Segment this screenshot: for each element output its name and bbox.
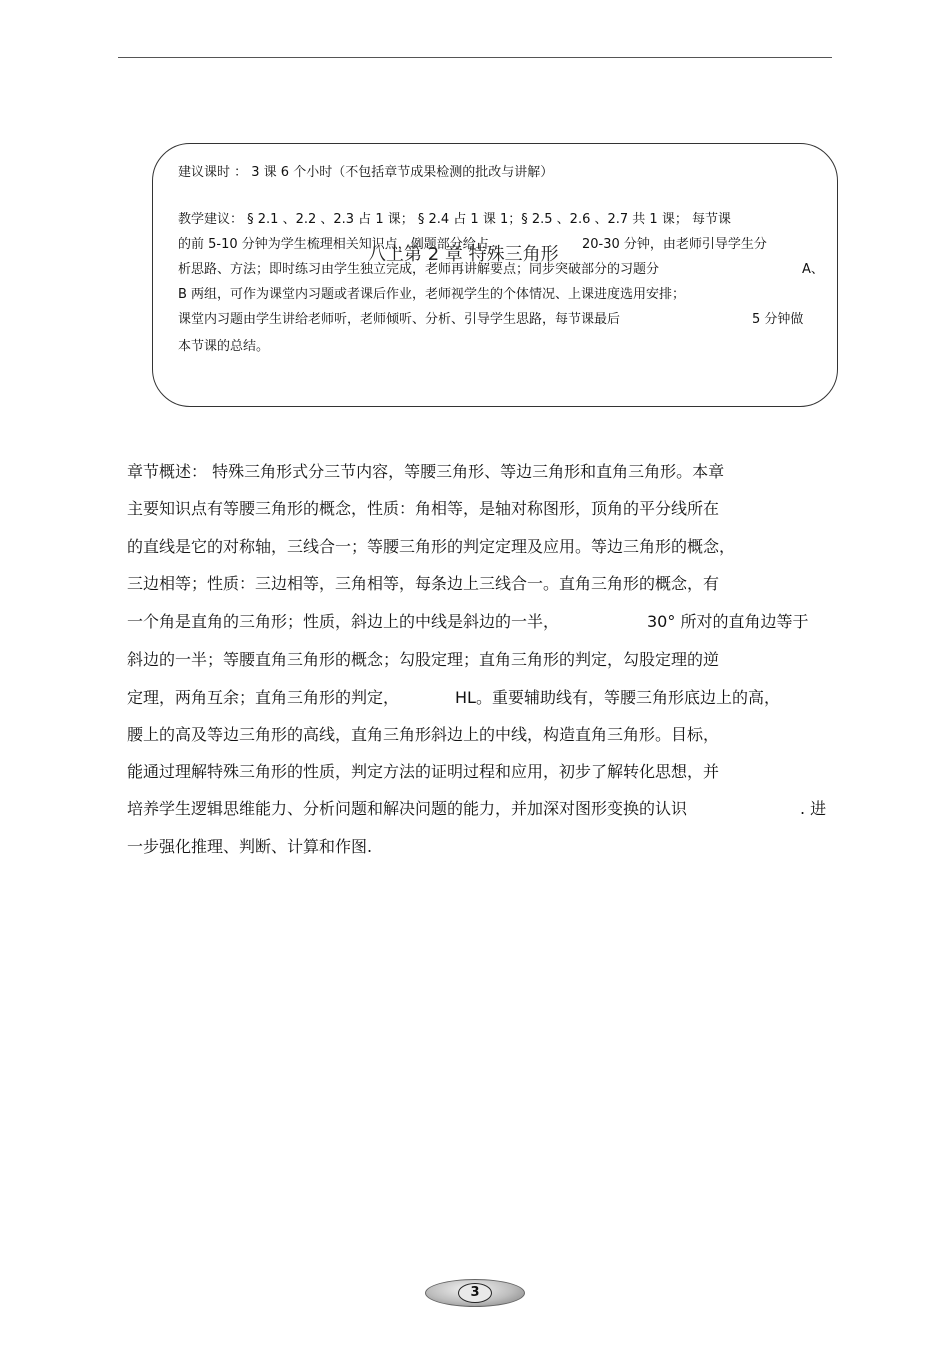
- overview-line: 能通过理解特殊三角形的性质，判定方法的证明过程和应用，初步了解转化思想，并: [127, 762, 720, 781]
- advice-line: 析思路、方法；即时练习由学生独立完成，老师再讲解要点；同步突破部分的习题分: [178, 262, 660, 277]
- overview-line: 一个角是直角的三角形；性质，斜边上的中线是斜边的一半，: [127, 612, 560, 631]
- overview-line-tail: . 进: [800, 799, 827, 818]
- overview-line: 腰上的高及等边三角形的高线，直角三角形斜边上的中线，构造直角三角形。目标，: [127, 725, 720, 744]
- advice-line: 教学建议： § 2.1 、2.2 、2.3 占 1 课； § 2.4 占 1 课 1；§ 2.5 、2.6 、2.7 共 1 课； 每节课: [178, 212, 731, 227]
- advice-line-tail: A、: [802, 262, 824, 277]
- advice-line: B 两组，可作为课堂内习题或者课后作业，老师视学生的个体情况、上课进度选用安排；: [178, 287, 686, 302]
- chapter-title: 八上第 2 章 特殊三角形: [368, 244, 559, 265]
- page-number: 3: [458, 1283, 492, 1303]
- header-rule: [118, 57, 832, 58]
- overview-line: 三边相等；性质：三边相等，三角相等，每条边上三线合一。直角三角形的概念，有: [127, 574, 720, 593]
- advice-line-tail: 5 分钟做: [752, 312, 804, 327]
- advice-line: 的前 5-10 分钟为学生梳理相关知识点，例题部分给占: [178, 237, 489, 252]
- overview-line: 的直线是它的对称轴，三线合一；等腰三角形的判定定理及应用。等边三角形的概念，: [127, 537, 736, 556]
- advice-line-tail: 20-30 分钟，由老师引导学生分: [582, 237, 767, 252]
- overview-line: 定理，两角互余；直角三角形的判定，: [127, 688, 400, 707]
- overview-line: 斜边的一半；等腰直角三角形的概念；勾股定理；直角三角形的判定，勾股定理的逆: [127, 650, 720, 669]
- page-number-badge: [425, 1279, 525, 1307]
- advice-line: 本节课的总结。: [178, 339, 270, 354]
- overview-line-tail: HL。重要辅助线有，等腰三角形底边上的高，: [455, 688, 780, 707]
- advice-line: 课堂内习题由学生讲给老师听，老师倾听、分析、引导学生思路，每节课最后: [178, 312, 621, 327]
- overview-line: 主要知识点有等腰三角形的概念，性质：角相等，是轴对称图形，顶角的平分线所在: [127, 499, 720, 518]
- overview-line: 一步强化推理、判断、计算和作图.: [127, 837, 373, 856]
- overview-line: 章节概述： 特殊三角形式分三节内容，等腰三角形、等边三角形和直角三角形。本章: [127, 462, 725, 481]
- overview-line: 培养学生逻辑思维能力、分析问题和解决问题的能力，并加深对图形变换的认识: [127, 799, 688, 818]
- suggested-hours: 建议课时 ： 3 课 6 个小时（不包括章节成果检测的批改与讲解）: [178, 165, 554, 180]
- overview-line-tail: 30° 所对的直角边等于: [647, 612, 809, 631]
